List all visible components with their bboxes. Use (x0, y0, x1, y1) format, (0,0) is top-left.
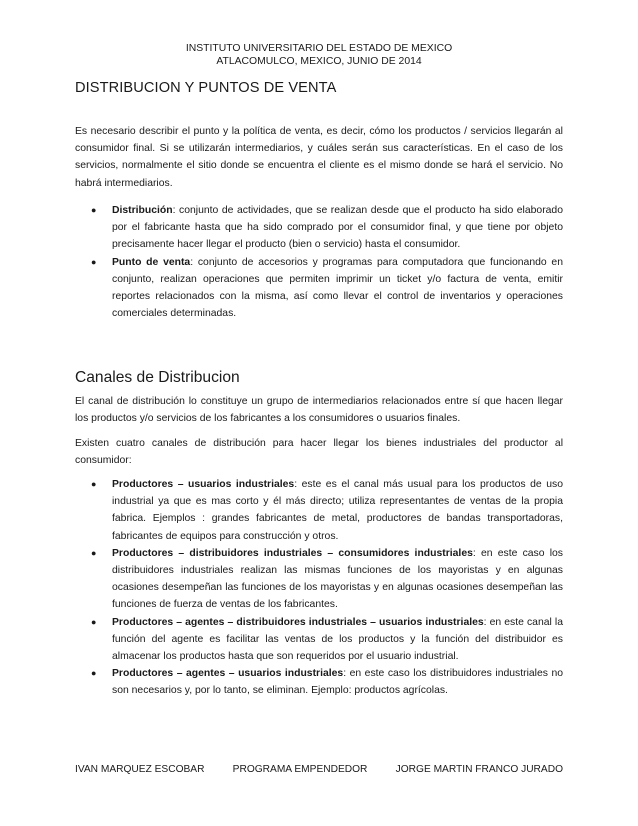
footer-author-right: JORGE MARTIN FRANCO JURADO (395, 764, 563, 775)
bullet-icon: ● (91, 668, 97, 679)
footer-program: PROGRAMA EMPENDEDOR (232, 764, 368, 775)
list-item-term: Productores – distribuidores industriales – consumidores industriales (112, 547, 473, 559)
page-footer (75, 764, 563, 775)
bullet-icon: ● (91, 616, 97, 627)
bullet-icon: ● (91, 256, 97, 267)
list-item-text: : en este caso los distribuidores industriales no son necesarios y, por lo tanto, se eliminan. Ejemplo: productos agrícolas. (112, 668, 564, 697)
list-item-term: Distribución (112, 205, 173, 216)
bullet-icon: ● (91, 479, 97, 489)
list-item (75, 665, 563, 699)
bullet-icon: ● (91, 547, 97, 558)
list-item-text: : en este caso los distribuidores industriales realizan las mismas funciones de los mayoristas y en algunas ocasiones desempeñan las funciones de los mayoristas y en algunas ocasiones desempeñan las funciones de fuerza de ventas de los fabricantes. (112, 547, 563, 611)
canales-paragraph-1: El canal de distribución lo constituye un grupo de intermediarios relacionados entre sí que hacen llegar los productos y/o servicios de los fabricantes a los consumidores o usuarios finales. (75, 396, 563, 425)
footer-author-left: IVAN MARQUEZ ESCOBAR (75, 764, 205, 775)
canales-paragraph-2: Existen cuatro canales de distribución para hacer llegar los bienes industriales del productor al consumidor: (75, 438, 563, 467)
list-item-text: : en este canal la función del agente es facilitar las ventas de los productos y la función del distribuidor es almacenar los productos hasta que son requeridos por el usuario industrial. (112, 616, 563, 663)
page-header (0, 42, 638, 68)
list-item (75, 545, 563, 614)
list-item-text: : conjunto de accesorios y programas para computadora que funcionando en conjunto, realizan operaciones que permiten imprimir un ticket y/o factura de venta, emitir reportes relacionados con la misma, así como llevar el control de inventarios y operaciones comerciales determinadas. (112, 256, 563, 320)
intro-paragraph: Es necesario describir el punto y la política de venta, es decir, cómo los productos / servicios llegarán al consumidor final. Si se utilizarán intermediarios, y cuáles serán sus características. En el caso de los servicios, normalmente el sitio donde se encuentra el cliente es el mismo donde se hará el servicio. No habrá intermediarios. (75, 126, 563, 189)
header-location-date: ATLACOMULCO, MEXICO, JUNIO DE 2014 (216, 56, 422, 67)
canales-paragraph-block-2 (75, 435, 563, 469)
intro-paragraph-block (75, 123, 563, 192)
list-item (75, 202, 563, 254)
list-item-term: Productores – usuarios industriales (112, 479, 295, 490)
channels-list (75, 476, 563, 700)
list-item (75, 476, 563, 545)
section-title-canales: Canales de Distribucion (75, 369, 240, 386)
list-item-term: Productores – agentes – distribuidores industriales – usuarios industriales (112, 616, 484, 628)
list-item (75, 254, 563, 323)
canales-paragraph-block (75, 393, 563, 427)
list-item-text: : conjunto de actividades, que se realizan desde que el producto ha sido elaborado por el fabricante hasta que ha sido comprado por el consumidor final, y que tiene por objeto precisamente hacer llegar el producto (bien o servicio) hasta el consumidor. (112, 205, 563, 251)
header-institution: INSTITUTO UNIVERSITARIO DEL ESTADO DE MEXICO (185, 43, 453, 54)
list-item-text: : este es el canal más usual para los productos de uso industrial ya que es mas corto y él más directo; utiliza representantes de ventas de la propia fabrica. Ejemplos : grandes fabricantes de metal, productores de bandas transportadoras, fabricantes de equipos para construcción y otros. (112, 479, 563, 542)
list-item (75, 614, 563, 666)
bullet-icon: ● (91, 205, 97, 215)
list-item-term: Productores – agentes – usuarios industriales (112, 668, 344, 680)
section-title-distribucion: DISTRIBUCION Y PUNTOS DE VENTA (75, 80, 337, 96)
definitions-list (75, 202, 563, 322)
list-item-term: Punto de venta (112, 256, 191, 268)
